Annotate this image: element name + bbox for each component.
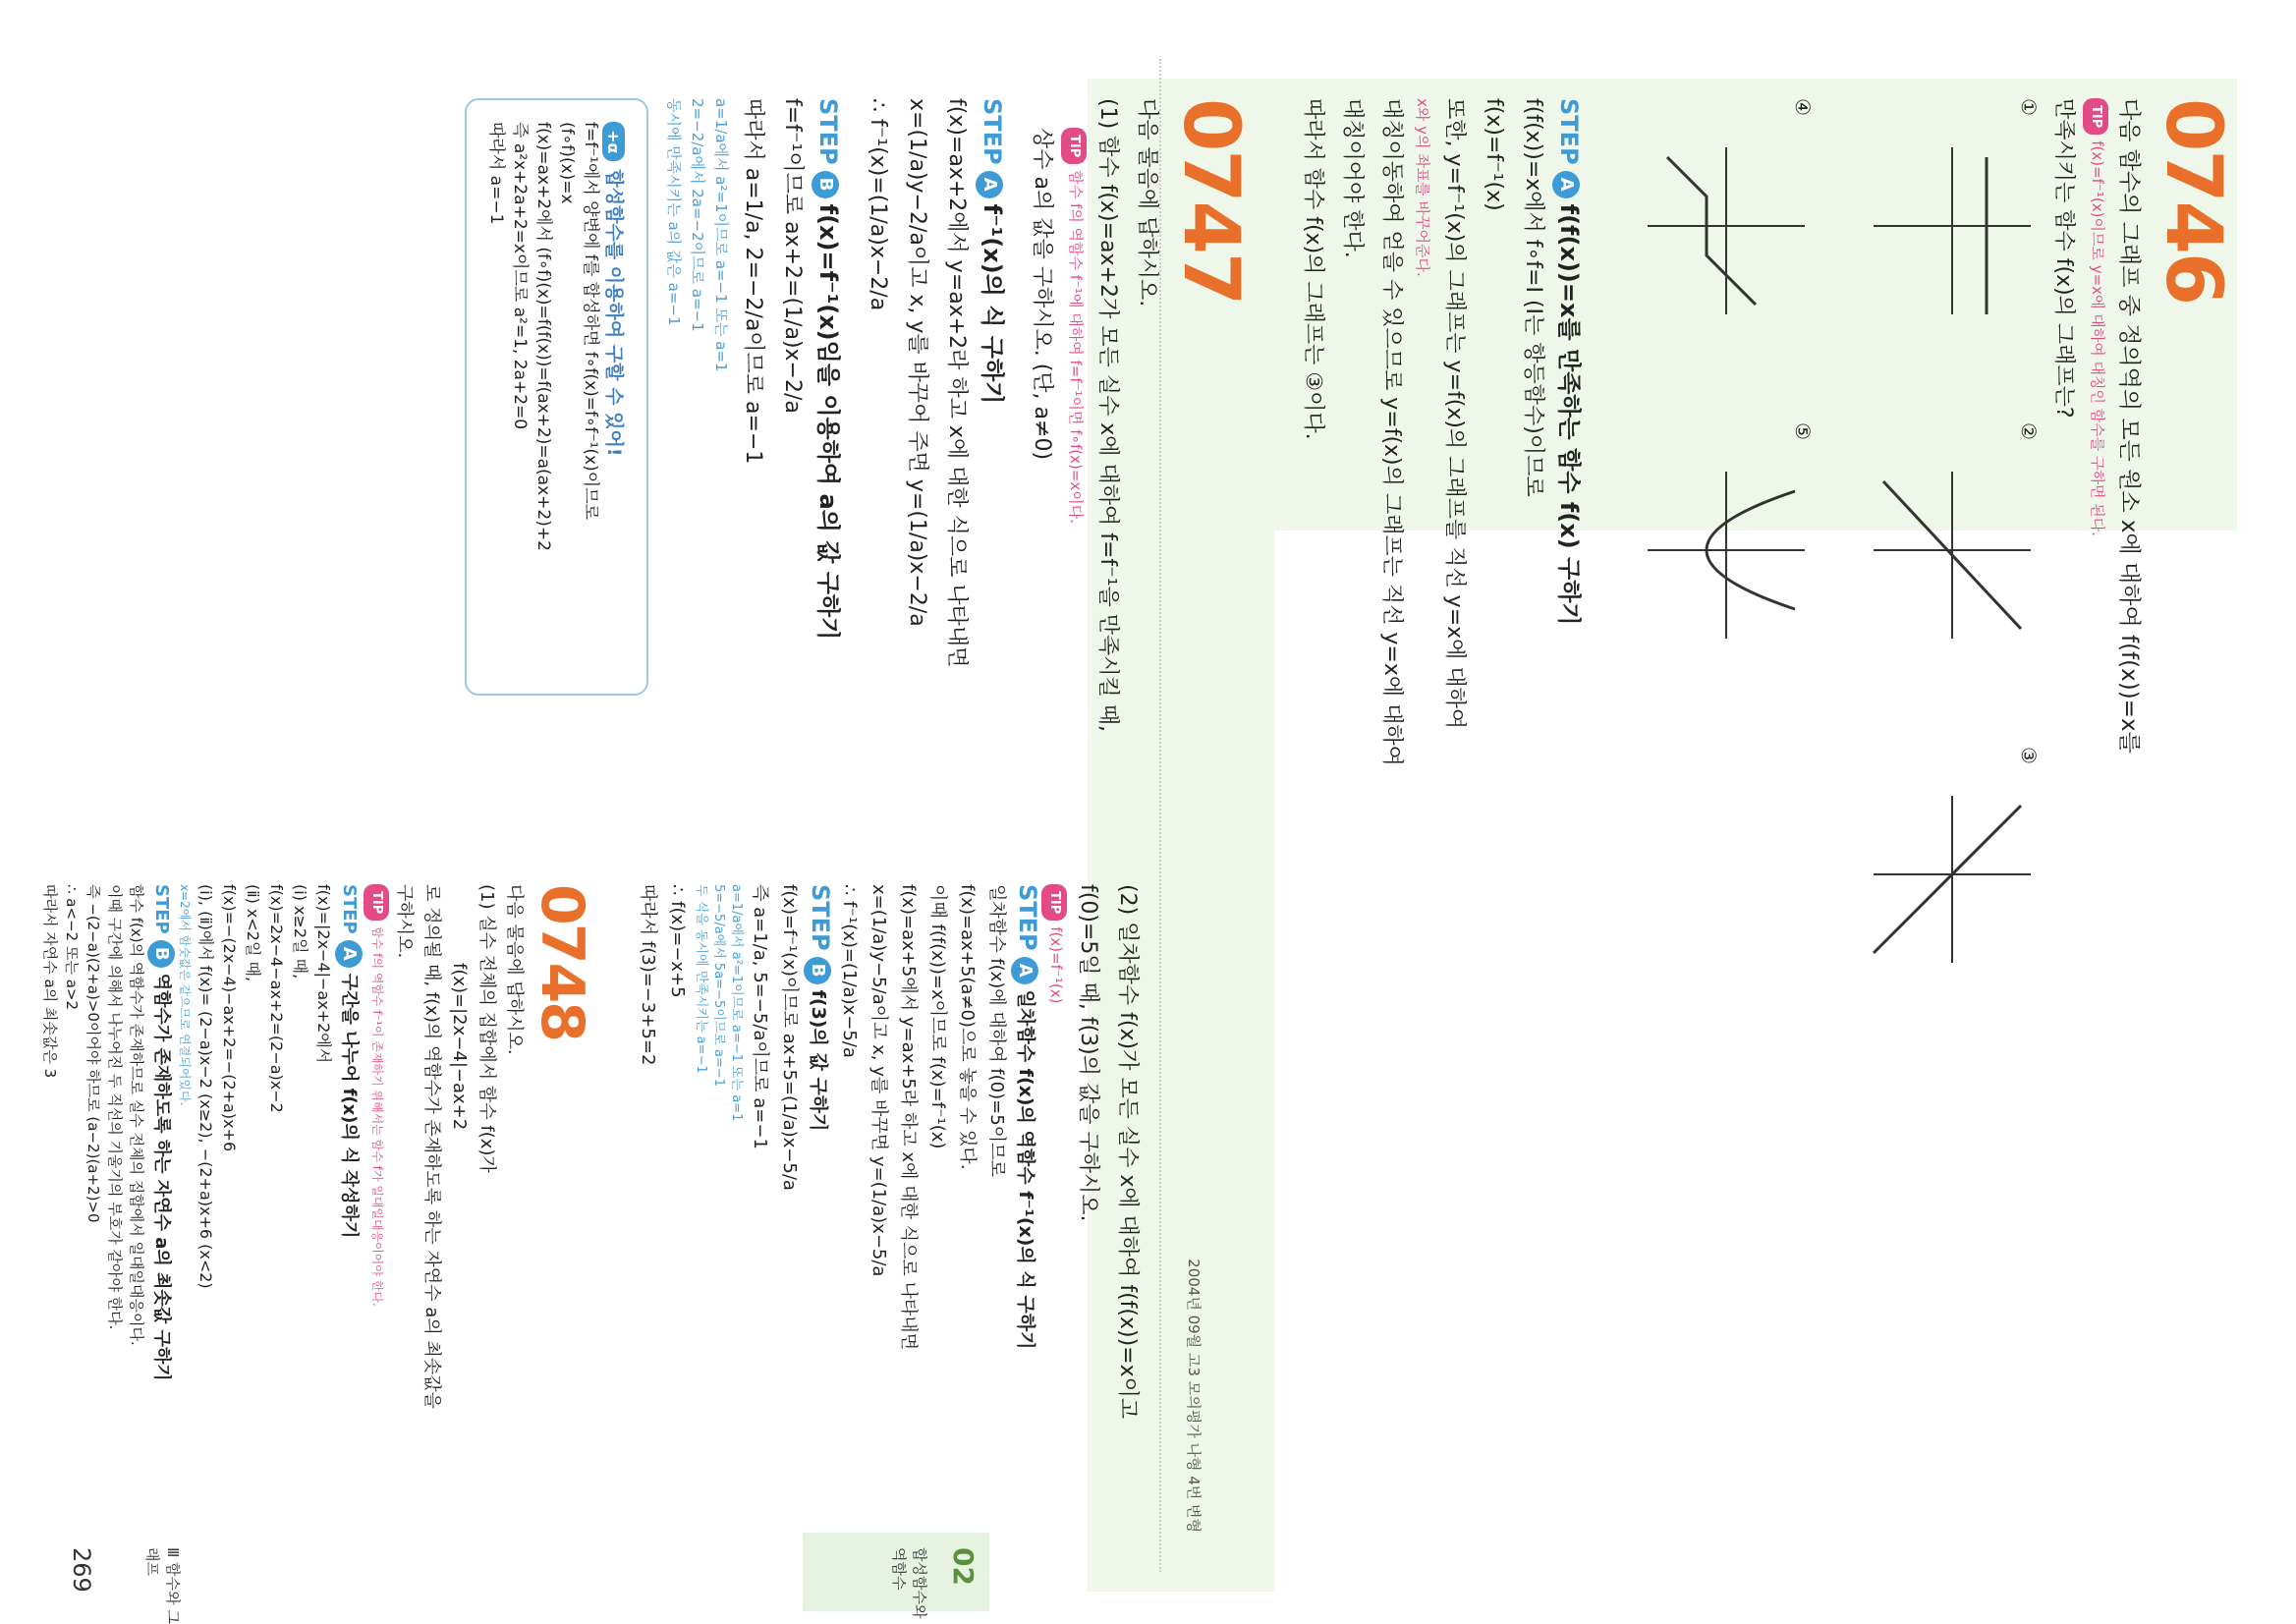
- solution-line: f(f(x))=x에서 f∘f=I (I는 항등함수)이므로: [1521, 98, 1545, 497]
- question-formula: f(x)=|2x−4|−ax+2: [449, 963, 470, 1131]
- chapter-title: 합성함수와 역함수: [890, 1547, 928, 1619]
- question-1-b: 상수 a의 값을 구하시오. (단, a≠0): [1030, 128, 1054, 461]
- question-line-2: 만족시키는 함수 f(x)의 그래프는?: [2051, 98, 2076, 419]
- solution-line: 따라서 함수 f(x)의 그래프는 ③이다.: [1301, 98, 1325, 440]
- step-title: f(3)의 값 구하기: [808, 989, 829, 1132]
- graph-choice-2: [1864, 462, 2041, 648]
- question-line-1: 다음 함수의 그래프 중 정의역의 모든 원소 x에 대하여 f(f(x))=x를: [2116, 98, 2142, 754]
- step-title: f(f(x))=x를 만족하는 함수 f(x) 구하기: [1555, 203, 1583, 626]
- choice-4-label: ④: [1791, 98, 1815, 116]
- box-line: f=f⁻¹에서 양변에 f를 합성하면 f∘f(x)=f∘f⁻¹(x)이므로: [581, 122, 600, 520]
- question-2: (2) 일차함수 f(x)가 모든 실수 x에 대하여 f(f(x))=x이고: [1115, 884, 1140, 1420]
- tip-badge: TIP: [1061, 128, 1087, 164]
- problem-number: 0748: [528, 884, 596, 1040]
- step-title: f(x)=f⁻¹(x)임을 이용하여 a의 값 구하기: [814, 203, 842, 641]
- solution-line: (ⅰ), (ⅱ)에서 f(x)= (2−a)x−2 (x≥2), −(2+a)x+6 (x<2): [196, 884, 215, 1289]
- solution-line: 일차함수 f(x)에 대하여 f(0)=5이므로: [986, 884, 1007, 1177]
- solution-line: f(x)=ax+2에서 y=ax+2라 하고 x에 대한 식으로 나타내면: [944, 98, 969, 668]
- question-2-b: f(0)=5일 때, f(3)의 값을 구하시오.: [1076, 884, 1100, 1222]
- plus-alpha-icon: +α: [602, 122, 625, 161]
- tip-row: [2083, 98, 2109, 1572]
- question-text: [2109, 98, 2149, 1572]
- solution-line: f(x)=ax+5(a≠0)으로 놓을 수 있다.: [957, 884, 978, 1170]
- solution-line: ∴ a<−2 또는 a>2: [63, 884, 81, 1011]
- choice-1-label: ①: [2017, 98, 2041, 116]
- step-badge: A: [1011, 957, 1038, 984]
- step-title: f⁻¹(x)의 식 구하기: [979, 203, 1006, 405]
- solution-line: 함수 f(x)의 역함수가 존재하므로 실수 전체의 집합에서 일대일대응이다.: [128, 884, 145, 1346]
- solution-line: 따라서 자연수 a의 최솟값은 3: [41, 884, 59, 1079]
- section-label: Ⅲ 함수와 그래프: [143, 1547, 182, 1624]
- choice-graphs: [1608, 98, 2041, 982]
- problem-0746: [2044, 98, 2237, 1572]
- tip-box-title: [602, 122, 629, 672]
- solution-line: 따라서 f(3)=−3+5=2: [638, 884, 658, 1066]
- step-a-heading: STEPA일차함수 f(x)의 역함수 f⁻¹(x)의 식 구하기: [1011, 884, 1041, 1572]
- solution-line: f(x)=ax+5에서 y=ax+5라 하고 x에 대한 식으로 나타내면: [898, 884, 919, 1351]
- step-label: STEP: [1555, 98, 1583, 165]
- side-note: a=1/a에서 a²=1이므로 a=−1 또는 a=1: [712, 98, 730, 372]
- question-1-b: 로 정의될 때, f(x)의 역함수가 존재하도록 하는 자연수 a의 최솟값을: [421, 884, 442, 1409]
- solution-line: ∴ f(x)=−x+5: [667, 884, 688, 998]
- tip-badge: TIP: [2083, 98, 2108, 135]
- tip-box-title-text: 합성함수를 이용하여 구할 수 있어!: [603, 169, 625, 457]
- solution-line: 대칭이동하여 얻을 수 있으므로 y=f(x)의 그래프는 직선 y=x에 대하여: [1379, 98, 1404, 766]
- box-line: 따라서 a=−1: [486, 122, 506, 225]
- solution-line: 대칭이어야 한다.: [1340, 98, 1365, 258]
- solution-line: 또한, y=f⁻¹(x)의 그래프는 y=f(x)의 그래프를 직선 y=x에 대하여: [1442, 98, 1467, 730]
- step-b-heading: STEPBf(3)의 값 구하기: [804, 884, 834, 1572]
- graph-choice-4: [1638, 138, 1815, 324]
- tip-text: f(x)=f⁻¹(x)이므로 y=x에 대하여 대칭인 함수를 구하면 된다.: [2089, 140, 2106, 536]
- side-note: 두 식을 동시에 만족시키는 a=−1: [694, 884, 708, 1074]
- step-b-heading: STEPB역함수가 존재하도록 하는 자연수 a의 최솟값 구하기: [147, 884, 176, 1572]
- problem-number: 0747: [1166, 98, 1255, 305]
- choice-3-label: ③: [2017, 747, 2041, 764]
- solution-line: f(x)=|2x−4|−ax+2에서: [314, 884, 333, 1064]
- solution-line: (ⅱ) x<2일 때,: [244, 884, 262, 982]
- solution-line: f(x)=f⁻¹(x): [1482, 98, 1506, 211]
- solution-line: x=(1/a)y−5/a이고 x, y를 바꾸면 y=(1/a)x−5/a: [868, 884, 889, 1277]
- choice-2-label: ②: [2017, 422, 2041, 440]
- question-1: (1) 실수 전체의 집합에서 함수 f(x)가: [476, 884, 497, 1173]
- side-note: 5=−5/a에서 5a=−5이므로 a=−1: [711, 884, 726, 1088]
- arrow-note: x=2에서 함숫값은 같으므로 연결되어있다.: [178, 884, 192, 1106]
- solution-0746: [1293, 98, 1589, 1572]
- solution-line: 이때 구간에 의해서 나누어진 두 직선의 기울기의 부호가 같아야 한다.: [106, 884, 124, 1330]
- chapter-number: 02: [947, 1547, 980, 1586]
- side-note: 동시에 만족시키는 a의 값은 a=−1: [665, 98, 683, 326]
- question-intro: 다음 물음에 답하시오.: [504, 884, 525, 1055]
- solution-line: (ⅰ) x≥2일 때,: [291, 884, 309, 980]
- graph-choice-5: [1638, 462, 1815, 648]
- graph-choice-1: [1864, 138, 2041, 324]
- page-number: 269: [68, 1547, 95, 1593]
- solution-line: 즉 a=1/a, 5=−5/a이므로 a=−1: [750, 884, 770, 1149]
- step-badge: B: [812, 171, 839, 198]
- solution-line: 이때 f(f(x))=x이므로 f(x)=f⁻¹(x): [927, 884, 948, 1149]
- tip-text: 함수 f의 역함수 f⁻¹이 존재하기 위해서는 함수 f가 일대일대응이어야 한다.: [370, 926, 384, 1307]
- question-1-c: 구하시오.: [394, 884, 415, 959]
- question-1: (1) 함수 f(x)=ax+2가 모든 실수 x에 대하여 f=f⁻¹을 만족시킬 때,: [1095, 98, 1120, 733]
- tip-text: 함수 f의 역함수 f⁻¹에 대하여 f=f⁻¹이면 f∘f(x)=x이다.: [1067, 170, 1085, 525]
- graph-choice-3: [1864, 786, 2041, 973]
- question-intro: 다음 물음에 답하시오.: [1135, 98, 1159, 308]
- solution-line: x=(1/a)y−2/a이고 x, y를 바꾸어 주면 y=(1/a)x−2/a: [905, 98, 929, 627]
- box-line: 즉 a²x+2a+2=x이므로 a²=1, 2a+2=0: [510, 122, 530, 430]
- solution-line: 따라서 a=1/a, 2=−2/a이므로 a=−1: [741, 98, 765, 465]
- choice-5-label: ⑤: [1791, 422, 1815, 440]
- step-b-heading: STEPBf(x)=f⁻¹(x)임을 이용하여 a의 값 구하기: [812, 98, 848, 1572]
- solution-line: f=f⁻¹이므로 ax+2=(1/a)x−2/a: [780, 98, 805, 414]
- step-a-heading: STEPA구간을 나누어 f(x)의 식 작성하기: [335, 884, 364, 1572]
- solution-line: f(x)=f⁻¹(x)이므로 ax+5=(1/a)x−5/a: [779, 884, 800, 1191]
- tip-box: [465, 98, 648, 696]
- step-title: 역함수가 존재하도록 하는 자연수 a의 최솟값 구하기: [151, 973, 172, 1381]
- side-note: x와 y의 좌표를 바꾸어준다.: [1414, 98, 1431, 277]
- problem-number: 0746: [2149, 98, 2237, 305]
- step-badge: A: [335, 940, 363, 968]
- upper-half: [1156, 0, 2296, 1624]
- step-title: 일차함수 f(x)의 역함수 f⁻¹(x)의 식 구하기: [1015, 989, 1036, 1350]
- solution-line: 즉 −(2−a)(2+a)>0이어야 하므로 (a−2)(a+2)>0: [84, 884, 102, 1223]
- tip-text: f(x)=f⁻¹(x): [1047, 926, 1065, 1004]
- solution-line: ∴ f⁻¹(x)=(1/a)x−5/a: [839, 884, 860, 1058]
- solution-line: ∴ f⁻¹(x)=(1/a)x−2/a: [866, 98, 890, 311]
- step-a-heading: [1552, 98, 1589, 1572]
- problem-0748: [41, 884, 596, 1572]
- box-line: f(x)=ax+2에서 (f∘f)(x)=f(f(x))=f(ax+2)=a(ax+2)+2: [533, 122, 553, 551]
- step-title: 구간을 나누어 f(x)의 식 작성하기: [339, 973, 360, 1239]
- box-line: (f∘f)(x)=x: [557, 122, 577, 204]
- solution-line: f(x)=−(2x−4)−ax+2=−(2+a)x+6: [220, 884, 239, 1152]
- source-note: 2004년 09월 고3 모의평가 나형 4번 변형: [1185, 1259, 1203, 1533]
- problem-0747-part2: [633, 884, 1147, 1572]
- page-divider: [1159, 59, 1161, 1572]
- step-badge: B: [147, 940, 175, 968]
- solution-line: f(x)=2x−4−ax+2=(2−a)x−2: [267, 884, 286, 1113]
- step-badge: B: [804, 957, 831, 984]
- step-badge: A: [1552, 171, 1580, 198]
- step-a-heading: STEPAf⁻¹(x)의 식 구하기: [976, 98, 1012, 1572]
- tip-badge: TIP: [1041, 884, 1067, 921]
- side-note: a=1/a에서 a²=1이므로 a=−1 또는 a=1: [729, 884, 744, 1122]
- tip-badge: TIP: [364, 884, 389, 921]
- side-note: 2=−2/a에서 2a=−2이므로 a=−1: [689, 98, 706, 332]
- step-badge: A: [976, 171, 1003, 198]
